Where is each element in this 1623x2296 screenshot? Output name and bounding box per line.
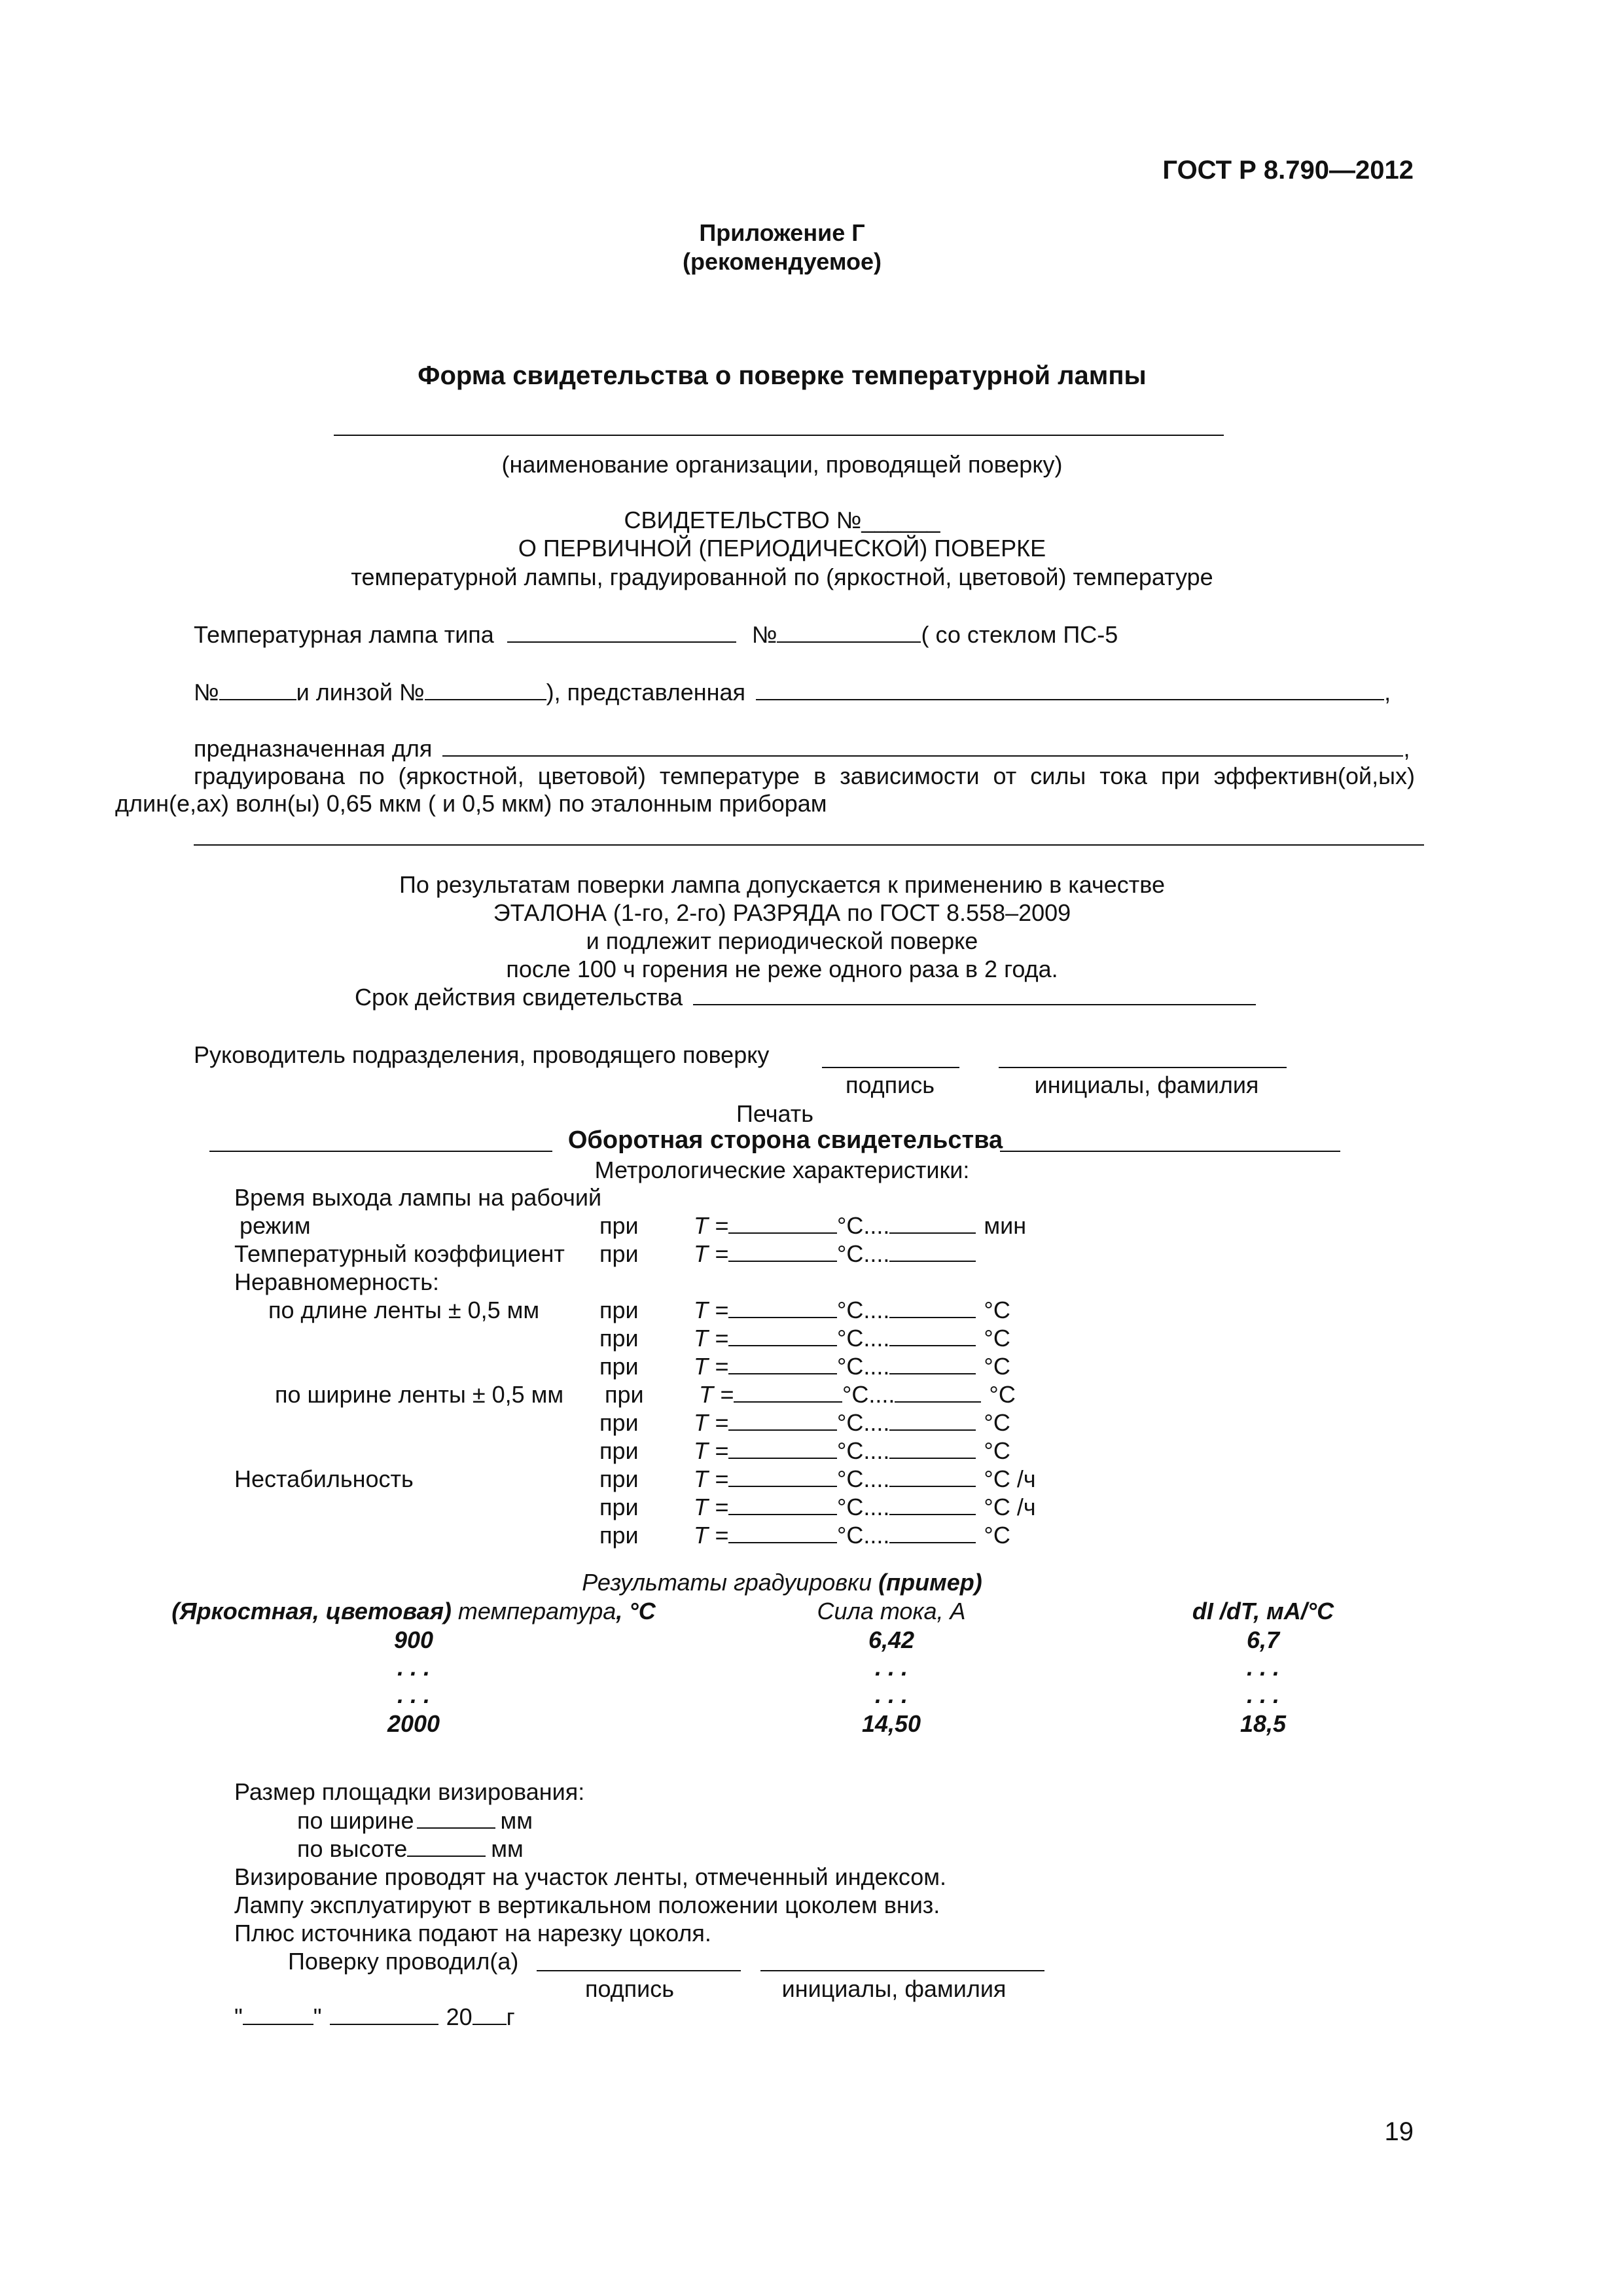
unit-label: °C (984, 1437, 1010, 1464)
calibration-title-text: Результаты градуировки (582, 1569, 879, 1596)
t-eq-label: T = (694, 1409, 729, 1436)
cal-temp-1: . . . (397, 1654, 431, 1681)
deg-label: °C.... (837, 1409, 890, 1436)
value-blank (895, 1380, 981, 1403)
validity-blank (693, 991, 1256, 1005)
page-number: 19 (1384, 2117, 1414, 2146)
verifier-signature-line (537, 1970, 741, 1971)
lamp-type-blank (507, 620, 736, 643)
graduated-blank-line (194, 844, 1424, 846)
metro-row-formula (699, 1380, 1016, 1408)
lens-number-blank (425, 678, 546, 700)
aiming-note-2: Лампу эксплуатируют в вертикальном положении цоколем вниз. (234, 1892, 940, 1918)
reverse-left-line (209, 1151, 552, 1152)
metro-row (599, 1352, 639, 1380)
date-day-blank (243, 2003, 313, 2025)
value-blank (889, 1211, 976, 1234)
metro-row-formula (694, 1493, 1036, 1521)
deg-label: °C.... (837, 1240, 890, 1267)
lamp-no-label: № (194, 679, 219, 706)
pri-label: при (599, 1212, 639, 1239)
temp-coeff-label: Температурный коэффициент (234, 1240, 565, 1267)
metro-row (599, 1521, 639, 1549)
temp-blank (728, 1352, 837, 1374)
certificate-subject: температурной лампы, градуированной по (яркостной, цветовой) температуре (351, 564, 1213, 590)
certificate-kind: О ПЕРВИЧНОЙ (ПЕРИОДИЧЕСКОЙ) ПОВЕРКЕ (518, 535, 1046, 562)
col-current-header: Сила тока, А (817, 1598, 966, 1624)
pri-label: при (599, 1409, 639, 1436)
stamp-label: Печать (736, 1100, 813, 1127)
validity-label: Срок действия свидетельства (355, 984, 683, 1011)
head-name-caption: инициалы, фамилия (1034, 1071, 1259, 1098)
metro-row-formula (694, 1408, 1010, 1437)
appendix-subtitle: (рекомендуемое) (683, 248, 882, 275)
t-eq-label: T = (694, 1325, 729, 1352)
cal-slope-0: 6,7 (1246, 1626, 1280, 1653)
value-blank (889, 1408, 976, 1431)
lens-label: и линзой № (296, 679, 425, 706)
date-year-blank (473, 2003, 507, 2025)
date-year-suffix: г (506, 2003, 515, 2030)
deg-label: °C.... (837, 1325, 890, 1352)
metro-row-formula (694, 1521, 1010, 1549)
aiming-width-row (297, 1806, 533, 1835)
col1-bold: (Яркостная, цветовая) (171, 1598, 452, 1624)
aiming-width-unit: мм (500, 1807, 533, 1834)
metro-row (599, 1240, 639, 1268)
instability-label: Нестабильность (234, 1465, 414, 1492)
pri-label: при (599, 1522, 639, 1549)
verifier-name-line (760, 1970, 1044, 1971)
metro-title: Метрологические характеристики: (594, 1157, 970, 1183)
graduated-line-1: градуирована по (яркостной, цветовой) температуре в зависимости от силы тока при эффективн(ой,ых) (194, 762, 1415, 789)
col1-unit: , °C (616, 1598, 656, 1624)
cal-current-1: . . . (874, 1654, 908, 1681)
t-eq-label: T = (694, 1437, 729, 1464)
t-eq-label: T = (694, 1522, 729, 1549)
date-quote-close: " (313, 2003, 322, 2030)
temp-blank (728, 1324, 837, 1346)
col-slope-header: dI /dT, мА/°C (1192, 1598, 1334, 1624)
temp-blank (734, 1380, 842, 1403)
deg-label: °C.... (837, 1212, 890, 1239)
certificate-number: СВИДЕТЕЛЬСТВО №______ (624, 507, 940, 533)
col-temperature-header (171, 1597, 655, 1625)
cal-slope-3: 18,5 (1240, 1710, 1287, 1737)
results-line-1: По результатам поверки лампа допускается к применению в качестве (399, 871, 1166, 898)
deg-label: °C.... (837, 1522, 890, 1549)
temp-blank (728, 1240, 837, 1262)
metro-row-formula (694, 1211, 1026, 1240)
lamp-no-blank (219, 678, 296, 700)
unit-label: °C (984, 1325, 1010, 1352)
date-year-prefix: 20 (446, 2003, 473, 2030)
presented-by-blank (756, 678, 1384, 700)
pri-label: при (599, 1465, 639, 1492)
metro-row (599, 1211, 639, 1240)
deg-label: °C.... (837, 1494, 890, 1520)
metro-row (599, 1465, 639, 1493)
aiming-height-row (297, 1835, 524, 1863)
reverse-right-line (1000, 1151, 1340, 1152)
aiming-height-blank (407, 1835, 486, 1857)
calibration-title (582, 1568, 982, 1596)
temp-blank (728, 1296, 837, 1318)
pri-label: при (599, 1494, 639, 1520)
verifier-sign-caption: подпись (584, 1975, 675, 2002)
lamp-type-row (194, 620, 1118, 649)
intended-comma: , (1403, 735, 1410, 762)
t-eq-label: T = (694, 1212, 729, 1239)
metro-row-formula (694, 1352, 1010, 1380)
aiming-note-1: Визирование проводят на участок ленты, отмеченный индексом. (234, 1863, 946, 1890)
org-caption: (наименование организации, проводящей поверку) (501, 451, 1063, 478)
aiming-height-unit: мм (491, 1835, 524, 1862)
warmup-label-2: режим (240, 1212, 311, 1239)
pri-label: при (605, 1381, 644, 1408)
pri-label: при (599, 1437, 639, 1464)
deg-label: °C.... (842, 1381, 895, 1408)
unit-label: °C (984, 1522, 1010, 1549)
metro-row (599, 1296, 639, 1324)
along-width-label: по ширине ленты ± 0,5 мм (275, 1381, 564, 1408)
cal-slope-2: . . . (1246, 1681, 1280, 1708)
standard-code: ГОСТ Р 8.790—2012 (1162, 156, 1414, 185)
aiming-title: Размер площадки визирования: (234, 1778, 585, 1805)
unit-label: мин (984, 1212, 1027, 1239)
metro-row (605, 1380, 644, 1408)
reverse-title: Оборотная сторона свидетельства (567, 1126, 1003, 1154)
along-length-label: по длине ленты ± 0,5 мм (268, 1297, 540, 1323)
metro-row-formula (694, 1465, 1036, 1493)
appendix-title: Приложение Г (699, 219, 865, 246)
head-name-line (999, 1067, 1287, 1068)
lamp-number-label: № (751, 621, 777, 648)
t-eq-label: T = (694, 1240, 729, 1267)
date-row (234, 2003, 515, 2031)
temp-blank (728, 1465, 837, 1487)
calibration-title-example: (пример) (878, 1569, 982, 1596)
pri-label: при (599, 1325, 639, 1352)
metro-row (599, 1437, 639, 1465)
value-blank (889, 1296, 976, 1318)
temp-blank (728, 1437, 837, 1459)
value-blank (889, 1352, 976, 1374)
intended-row (194, 734, 1410, 762)
metro-row (599, 1324, 639, 1352)
metro-row-formula (694, 1437, 1010, 1465)
deg-label: °C.... (837, 1353, 890, 1380)
t-eq-label: T = (694, 1465, 729, 1492)
metro-row-formula (694, 1240, 984, 1268)
aiming-width-blank (417, 1806, 495, 1829)
temp-blank (728, 1211, 837, 1234)
t-eq-label: T = (694, 1494, 729, 1520)
head-label: Руководитель подразделения, проводящего поверку (194, 1041, 770, 1068)
unit-label: °C (989, 1381, 1016, 1408)
cal-current-3: 14,50 (861, 1710, 921, 1737)
lamp-number-blank (777, 620, 921, 643)
temp-blank (728, 1408, 837, 1431)
intended-label: предназначенная для (194, 735, 433, 762)
lamp-type-label: Температурная лампа типа (194, 621, 494, 648)
metro-row (599, 1493, 639, 1521)
nonuniform-label: Неравномерность: (234, 1268, 440, 1295)
pri-label: при (599, 1297, 639, 1323)
t-eq-label: T = (699, 1381, 734, 1408)
cal-temp-3: 2000 (387, 1710, 440, 1737)
cal-current-2: . . . (874, 1681, 908, 1708)
date-quote-open: " (234, 2003, 243, 2030)
org-name-line (334, 435, 1224, 436)
deg-label: °C.... (837, 1297, 890, 1323)
deg-label: °C.... (837, 1465, 890, 1492)
metro-row-formula (694, 1296, 1010, 1324)
value-blank (889, 1493, 976, 1515)
metro-row (599, 1408, 639, 1437)
pri-label: при (599, 1353, 639, 1380)
unit-label: °C /ч (984, 1465, 1036, 1492)
glass-label: ( со стеклом ПС-5 (921, 621, 1118, 648)
lens-row (194, 678, 1391, 706)
value-blank (889, 1465, 976, 1487)
value-blank (889, 1521, 976, 1543)
intended-blank (442, 734, 1403, 757)
aiming-height-label: по высоте (297, 1835, 408, 1862)
t-eq-label: T = (694, 1353, 729, 1380)
unit-label: °C (984, 1353, 1010, 1380)
value-blank (889, 1240, 976, 1262)
cal-temp-2: . . . (397, 1681, 431, 1708)
cal-temp-0: 900 (393, 1626, 434, 1653)
head-signature-line (822, 1067, 959, 1068)
cal-slope-1: . . . (1246, 1654, 1280, 1681)
presented-comma: , (1384, 679, 1391, 706)
temp-blank (728, 1493, 837, 1515)
metro-row-formula (694, 1324, 1010, 1352)
date-month-blank (330, 2003, 438, 2025)
unit-label: °C (984, 1297, 1010, 1323)
value-blank (889, 1437, 976, 1459)
graduated-line-2: длин(е,ах) волн(ы) 0,65 мкм ( и 0,5 мкм) по эталонным приборам (115, 790, 827, 817)
verifier-name-caption: инициалы, фамилия (781, 1975, 1007, 2002)
validity-row (355, 983, 1256, 1011)
verifier-row (288, 1947, 518, 1975)
value-blank (889, 1324, 976, 1346)
temp-blank (728, 1521, 837, 1543)
verifier-label: Поверку проводил(а) (288, 1948, 519, 1975)
unit-label: °C (984, 1409, 1010, 1436)
t-eq-label: T = (694, 1297, 729, 1323)
results-line-2: ЭТАЛОНА (1-го, 2-го) РАЗРЯДА по ГОСТ 8.558–2009 (493, 899, 1071, 926)
pri-label: при (599, 1240, 639, 1267)
form-title: Форма свидетельства о поверке температурной лампы (418, 361, 1147, 390)
cal-current-0: 6,42 (868, 1626, 915, 1653)
presented-label: ), представленная (546, 679, 746, 706)
aiming-note-3: Плюс источника подают на нарезку цоколя. (234, 1920, 711, 1946)
results-line-4: после 100 ч горения не реже одного раза в 2 года. (506, 956, 1058, 982)
warmup-label-1: Время выхода лампы на рабочий (234, 1184, 602, 1211)
results-line-3: и подлежит периодической поверке (586, 927, 978, 954)
col1-normal: температура (451, 1598, 616, 1624)
head-sign-caption: подпись (845, 1071, 935, 1098)
deg-label: °C.... (837, 1437, 890, 1464)
head-row (194, 1041, 769, 1069)
aiming-width-label: по ширине (297, 1807, 414, 1834)
unit-label: °C /ч (984, 1494, 1036, 1520)
